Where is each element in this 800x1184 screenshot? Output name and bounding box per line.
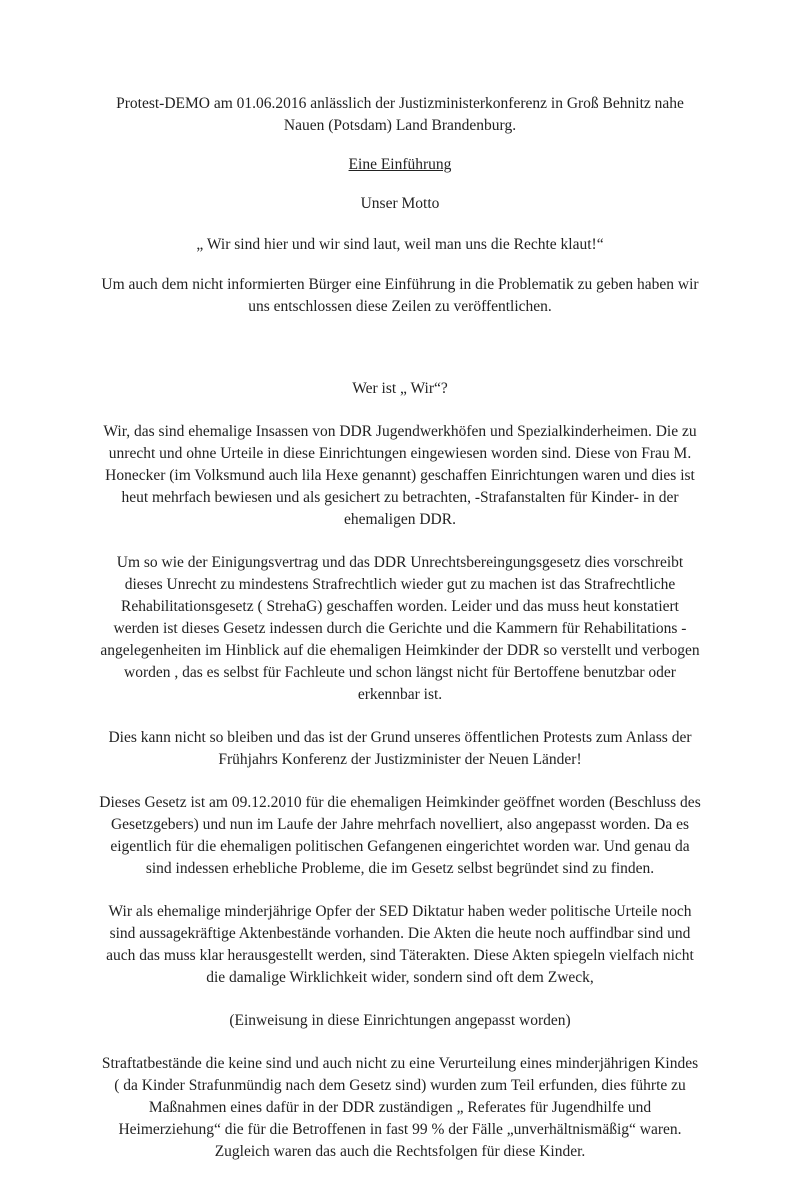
paragraph-strehag bbox=[70, 552, 730, 706]
paragraph-offences bbox=[70, 1053, 730, 1163]
paragraph-line: Dieses Gesetz ist am 09.12.2010 für die ehemaligen Heimkinder geöffnet worden (Beschluss des bbox=[99, 794, 701, 811]
paragraph-line: (Einweisung in diese Einrichtungen angepasst worden) bbox=[229, 1012, 571, 1029]
paragraph-line: Heimerziehung“ die für die Betroffenen in fast 99 % der Fälle „unverhältnismäßig“ waren. bbox=[118, 1121, 682, 1138]
paragraph-line: worden , das es selbst für Fachleute und schon längst nicht für Bertoffene benutzbar oder bbox=[124, 664, 676, 681]
paragraph-line: Um so wie der Einigungsvertrag und das DDR Unrechtsbereingungsgesetz dies vorschreibt bbox=[116, 554, 684, 571]
paragraph-admission-note bbox=[70, 1010, 730, 1032]
motto-label: Unser Motto bbox=[360, 195, 440, 212]
paragraph-line: Dies kann nicht so bleiben und das ist der Grund unseres öffentlichen Protests zum Anlass der bbox=[108, 729, 692, 746]
paragraph-line: ( da Kinder Strafunmündig nach dem Gesetz sind) wurden zum Teil erfunden, dies führte zu bbox=[114, 1077, 686, 1094]
paragraph-line: Honecker (im Volksmund auch lila Hexe genannt) geschaffen Einrichtungen waren und dies ist bbox=[105, 467, 695, 484]
paragraph-line: Rehabilitationsgesetz ( StrehaG) geschaffen worden. Leider und das muss heut konstatiert bbox=[121, 598, 679, 615]
motto-quote: „ Wir sind hier und wir sind laut, weil man uns die Rechte klaut!“ bbox=[196, 236, 604, 253]
document-content bbox=[70, 93, 730, 1184]
paragraph-line: Straftatbestände die keine sind und auch nicht zu eine Verurteilung eines minderjährigen Kindes bbox=[101, 1055, 699, 1072]
paragraph-line: Wir als ehemalige minderjährige Opfer der SED Diktatur haben weder politische Urteile noch bbox=[108, 903, 692, 920]
paragraph-line: Wir, das sind ehemalige Insassen von DDR Jugendwerkhöfen und Spezialkinderheimen. Die zu bbox=[103, 423, 697, 440]
intro-heading: Eine Einführung bbox=[348, 156, 452, 173]
paragraph-protest-reason bbox=[70, 727, 730, 771]
paragraph-law-history bbox=[70, 792, 730, 880]
paragraph-victims bbox=[70, 901, 730, 989]
paragraph-line: werden ist dieses Gesetz indessen durch die Gerichte und die Kammern für Rehabilitations - bbox=[113, 620, 687, 637]
paragraph-line: sind indessen erhebliche Probleme, die im Gesetz selbst begründet sind zu finden. bbox=[145, 860, 655, 877]
paragraph-line: ehemaligen DDR. bbox=[344, 511, 456, 528]
paragraph-line: Gesetzgebers) und nun im Laufe der Jahre mehrfach novelliert, also angepasst worden. Da es bbox=[110, 816, 690, 833]
who-heading: Wer ist „ Wir“? bbox=[352, 380, 448, 397]
paragraph-line: sind aussagekräftige Aktenbestände vorhanden. Die Akten die heute noch auffindbar sind und bbox=[109, 925, 691, 942]
paragraph-line: angelegenheiten im Hinblick auf die ehemaligen Heimkinder der DDR so verstellt und verbogen bbox=[100, 642, 700, 659]
paragraph-line: Frühjahrs Konferenz der Justizminister der Neuen Länder! bbox=[218, 751, 582, 768]
title-line: Nauen (Potsdam) Land Brandenburg. bbox=[283, 117, 517, 134]
intro-text-line: uns entschlossen diese Zeilen zu veröffentlichen. bbox=[248, 298, 552, 315]
paragraph-line: eigentlich für die ehemaligen politischen Gefangenen eingerichtet worden war. Und genau da bbox=[110, 838, 690, 855]
title-line: Protest-DEMO am 01.06.2016 anlässlich der Justizministerkonferenz in Groß Behnitz nahe bbox=[116, 95, 684, 112]
paragraph-who-we-are bbox=[70, 421, 730, 531]
paragraph-line: erkennbar ist. bbox=[357, 686, 443, 703]
paragraph-line: Zugleich waren das auch die Rechtsfolgen für diese Kinder. bbox=[214, 1143, 586, 1160]
paragraph-line: heut mehrfach bewiesen und als gesichert zu betrachten, -Strafanstalten für Kinder- in der bbox=[121, 489, 679, 506]
document-title bbox=[70, 93, 730, 137]
paragraph-line: auch das muss klar herausgestellt werden, sind Täterakten. Diese Akten spiegeln vielfach nicht bbox=[106, 947, 694, 964]
paragraph-line: Maßnahmen eines dafür in der DDR zuständigen „ Referates für Jugendhilfe und bbox=[148, 1099, 652, 1116]
intro-text bbox=[70, 274, 730, 318]
paragraph-line: die damalige Wirklichkeit wider, sondern sind oft dem Zweck, bbox=[206, 969, 594, 986]
paragraph-line: unrecht und ohne Urteile in diese Einrichtungen eingewiesen worden sind. Diese von Frau M. bbox=[108, 445, 692, 462]
paragraph-line: dieses Unrecht zu mindestens Strafrechtlich wieder gut zu machen ist das Strafrechtliche bbox=[124, 576, 676, 593]
intro-text-line: Um auch dem nicht informierten Bürger eine Einführung in die Problematik zu geben haben wir bbox=[101, 276, 699, 293]
